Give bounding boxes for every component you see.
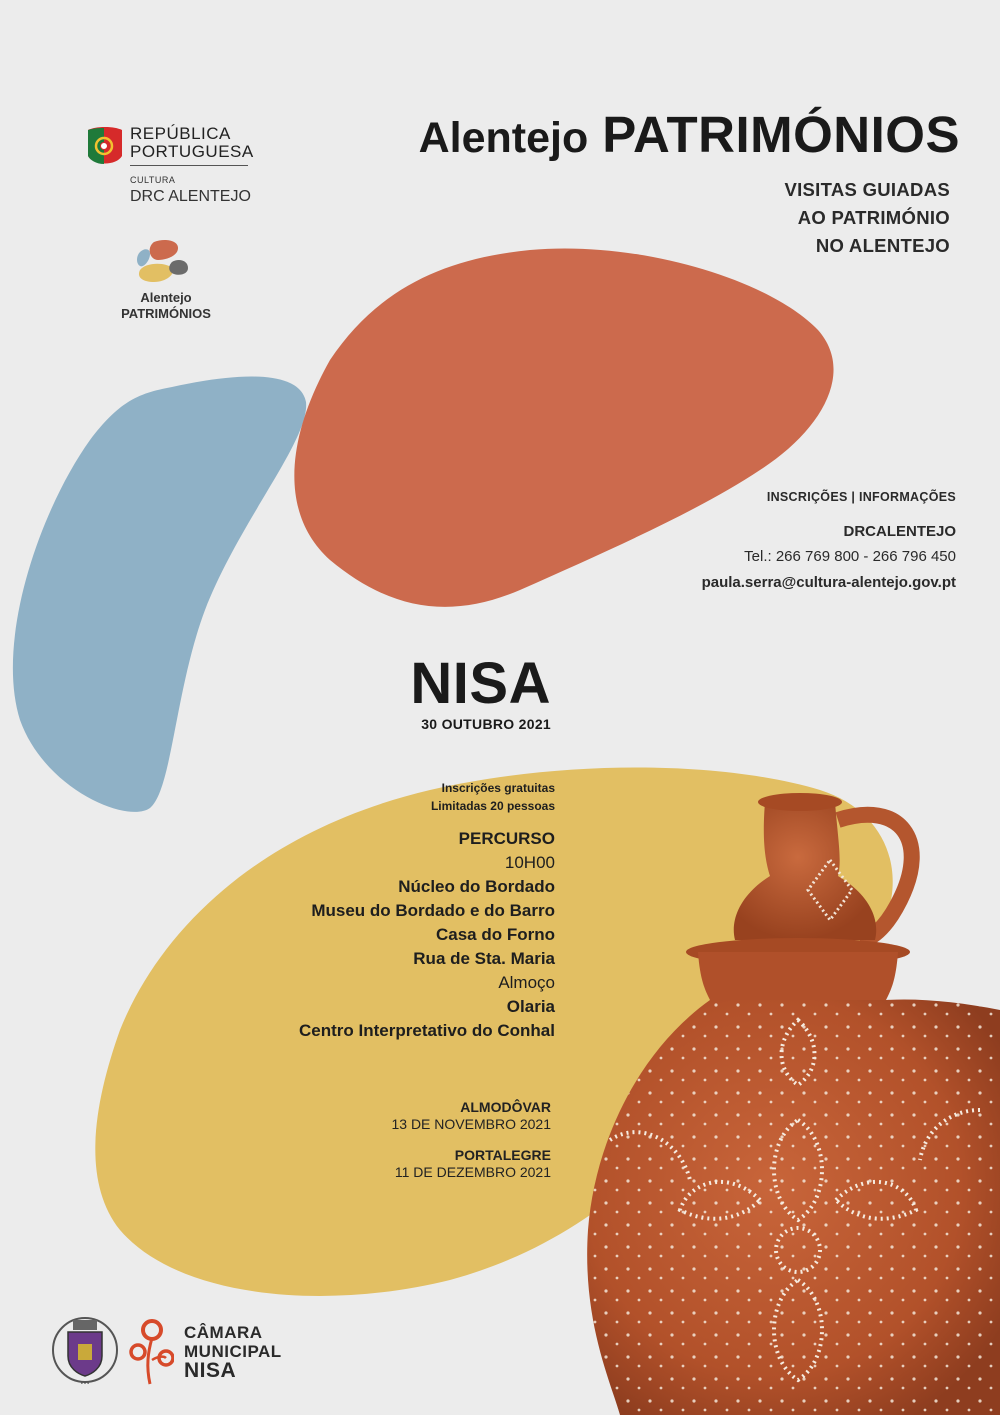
republica-divider (130, 165, 248, 166)
camara-nisa-flower-icon (128, 1316, 174, 1386)
other-event-city: ALMODÔVAR (460, 1099, 551, 1115)
nisa-coat-of-arms-icon (50, 1312, 120, 1388)
other-events (391, 1099, 551, 1181)
event-date: 30 OUTUBRO 2021 (421, 716, 551, 732)
program-item: Rua de Sta. Maria (413, 949, 555, 968)
subtitle-line: NO ALENTEJO (815, 235, 950, 256)
republica-portuguesa-logo (86, 124, 256, 214)
republica-line1: REPÚBLICA (130, 124, 231, 143)
portugal-flag-icon (86, 126, 124, 168)
contacts-org: DRCALENTEJO (843, 523, 956, 540)
subtitle-line: AO PATRIMÓNIO (797, 207, 950, 228)
program-item: Núcleo do Bordado (398, 877, 555, 896)
program-item: Olaria (506, 997, 555, 1016)
contacts-email[interactable]: paula.serra@cultura-alentejo.gov.pt (701, 574, 956, 591)
subtitle-line: VISITAS GUIADAS (784, 179, 950, 200)
svg-text:• • •: • • • (80, 1381, 90, 1387)
camara-municipal-logo-text (184, 1323, 282, 1380)
contacts-heading: INSCRIÇÕES | INFORMAÇÕES (766, 490, 956, 504)
drc-alentejo-label: DRC ALENTEJO (130, 188, 251, 205)
program-item: Almoço (498, 973, 555, 992)
alentejo-patrimonios-logo (106, 238, 226, 328)
program-heading: PERCURSO (458, 829, 555, 848)
registration-note: Limitadas 20 pessoas (430, 799, 555, 813)
event-city: NISA (410, 651, 551, 716)
program-item: Museu do Bordado e do Barro (311, 901, 555, 920)
other-event-date: 11 DE DEZEMBRO 2021 (394, 1164, 551, 1180)
contacts-phone: Tel.: 266 769 800 - 266 796 450 (744, 548, 956, 565)
program-item: Centro Interpretativo do Conhal (299, 1021, 555, 1040)
subtitle (784, 176, 950, 260)
cultura-label: CULTURA (130, 175, 176, 185)
alentejo-patrimonios-logo-text (106, 290, 226, 322)
contacts-block (702, 490, 956, 591)
page-title (300, 105, 960, 164)
ap-logo-line1: Alentejo (140, 290, 192, 305)
camara-line3: NISA (184, 1359, 237, 1382)
decorated-clay-vase (580, 780, 1000, 1415)
title-part2: PATRIMÓNIOS (602, 106, 960, 163)
ap-logo-line2: PATRIMÓNIOS (121, 306, 211, 321)
program-item: 10H00 (504, 853, 555, 872)
blue-blob (13, 377, 306, 812)
republica-line2: PORTUGUESA (130, 142, 254, 161)
title-part1: Alentejo (418, 114, 589, 162)
camara-line1: CÂMARA (184, 1323, 263, 1342)
program-item: Casa do Forno (435, 925, 555, 944)
other-event-date: 13 DE NOVEMBRO 2021 (391, 1116, 551, 1132)
alentejo-patrimonios-logo-icon (136, 238, 196, 288)
registration-note: Inscrições gratuitas (441, 781, 555, 795)
camara-line2: MUNICIPAL (184, 1342, 282, 1361)
program-block (299, 779, 555, 1043)
other-event-city: PORTALEGRE (454, 1147, 551, 1163)
